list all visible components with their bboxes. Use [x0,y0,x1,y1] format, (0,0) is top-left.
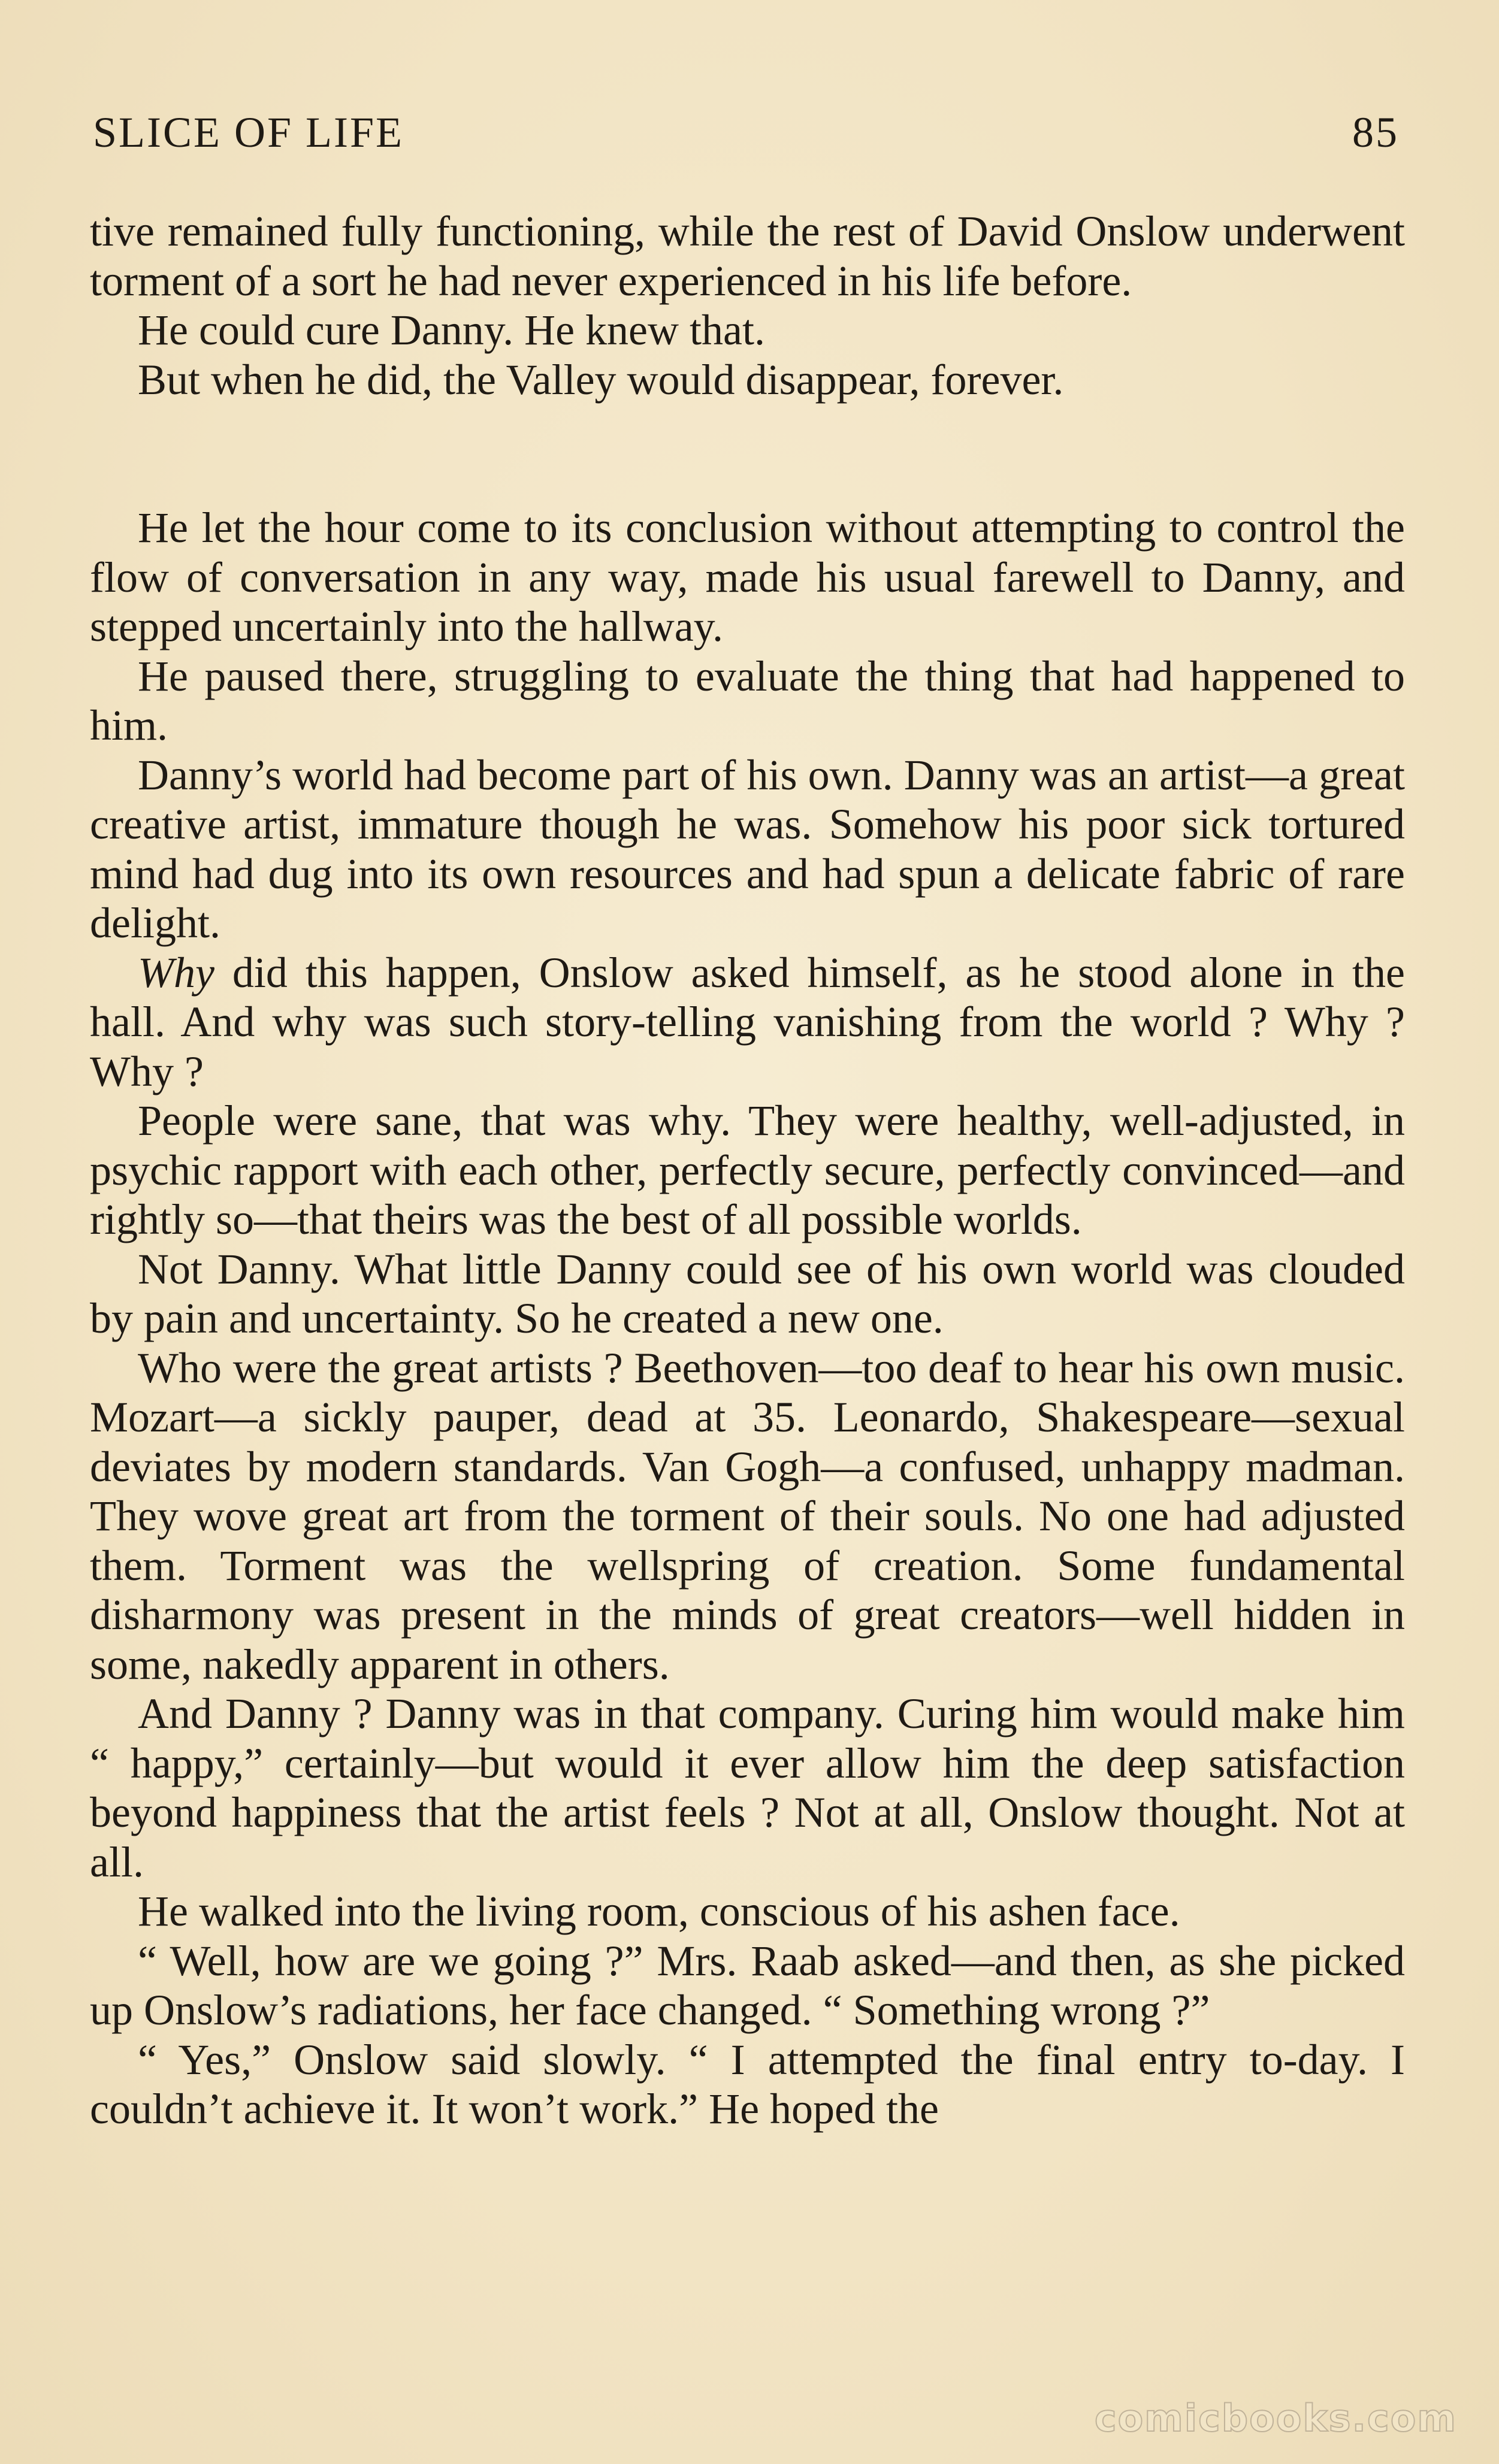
paragraph: He walked into the living room, conscious of his ashen face. [138,1887,1180,1935]
body-text [90,207,1405,2134]
paragraph: He paused there, struggling to evaluate the thing that had happened to him. [90,652,1405,749]
paragraph-text: did this happen, Onslow asked himself, as he stood alone in the hall. And why was such story-telling vanishing from the world ? Why ? Why ? [90,948,1405,1095]
watermark: comicbooks.com [1094,2396,1457,2440]
running-head: SLICE OF LIFE [93,108,404,156]
page-header [93,102,1399,168]
paragraph: But when he did, the Valley would disappear, forever. [138,355,1064,404]
emphasis: Why [138,948,214,997]
section-break [90,404,1405,503]
paragraph: He could cure Danny. He knew that. [138,306,765,354]
paragraph: “ Yes,” Onslow said slowly. “ I attempted the final entry to-day. I couldn’t achieve it. It won’t work.” He hoped the [90,2035,1405,2133]
paragraph [90,948,1405,1097]
paragraph: Who were the great artists ? Beethoven—too deaf to hear his own music. Mozart—a sickly pauper, dead at 35. Leonardo, Shakespeare—sexual deviates by modern standards. Van Gogh—a confused, unhappy madman. They wove great art from the torment of their souls. No one had adjusted them. Torment was the wellspring of creation. Some fundamental disharmony was present in the minds of great creators—well hidden in some, nakedly apparent in others. [90,1343,1405,1688]
paragraph: Not Danny. What little Danny could see of his own world was clouded by pain and uncertainty. So he created a new one. [90,1245,1405,1342]
paragraph: Danny’s world had become part of his own. Danny was an artist—a great creative artist, immature though he was. Somehow his poor sick tortured mind had dug into its own resources and had spun a delicate fabric of rare delight. [90,750,1405,947]
paragraph: And Danny ? Danny was in that company. Curing him would make him “ happy,” certainly—but would it ever allow him the deep satisfaction beyond happiness that the artist feels ? Not at all, Onslow thought. Not at all. [90,1690,1405,1886]
paragraph: “ Well, how are we going ?” Mrs. Raab asked—and then, as she picked up Onslow’s radiations, her face changed. “ Something wrong ?” [90,1936,1405,2034]
page-number: 85 [1352,108,1399,156]
paragraph: People were sane, that was why. They were healthy, well-adjusted, in psychic rapport with each other, perfectly secure, perfectly convinced—and rightly so—that theirs was the best of all possible worlds. [90,1097,1405,1243]
paragraph: tive remained fully functioning, while the rest of David Onslow underwent torment of a sort he had never experienced in his life before. [90,207,1405,305]
paragraph: He let the hour come to its conclusion without attempting to control the flow of conversation in any way, made his usual farewell to Danny, and stepped uncertainly into the hallway. [90,504,1405,650]
